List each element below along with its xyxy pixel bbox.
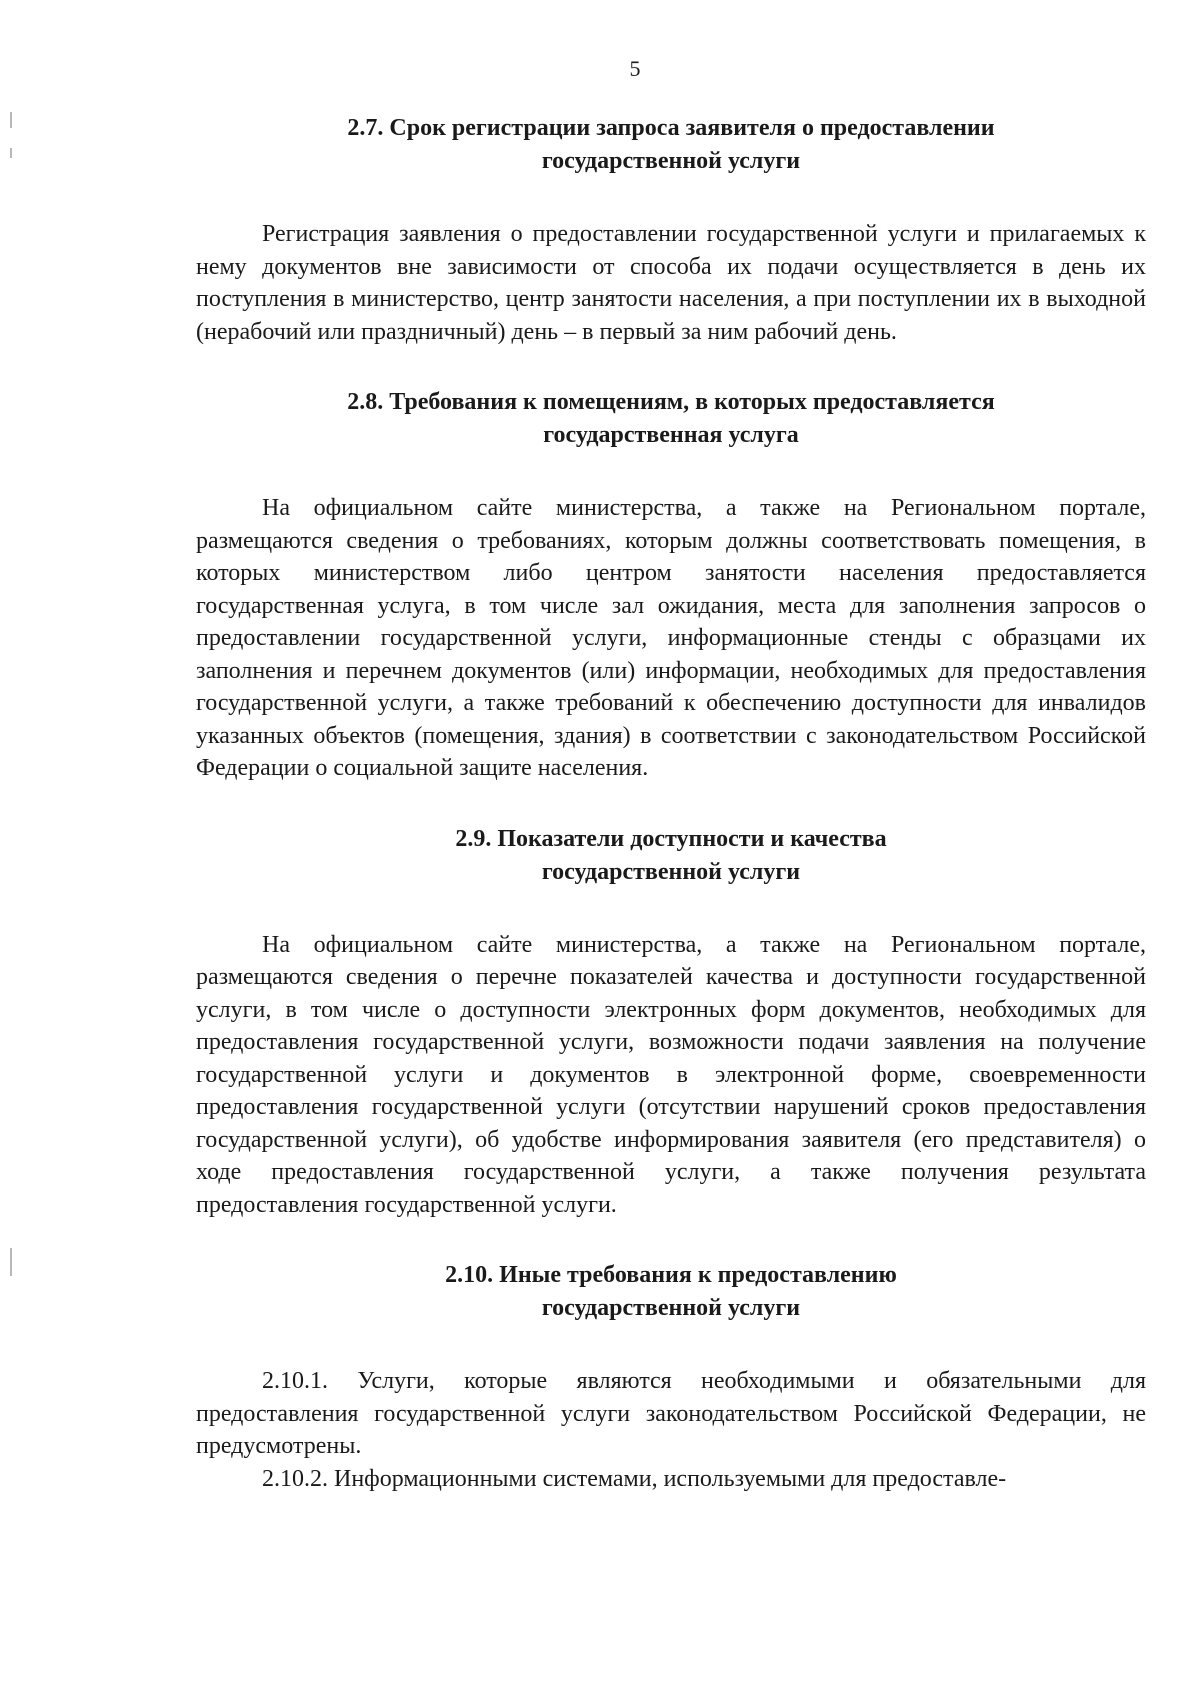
heading-line: государственная услуга	[543, 422, 799, 448]
heading-line: 2.8. Требования к помещениям, в которых предоставляется	[347, 389, 995, 415]
section-heading	[196, 1259, 1146, 1325]
page-number: 5	[629, 56, 641, 81]
paragraph: Регистрация заявления о предоставлении государственной услуги и прилагаемых к нему документов вне зависимости от способа их подачи осуществляется в день их поступления в министерство, центр занятости населения, а при поступлении их в выходной (нерабочий или праздничный) день – в первый за ним рабочий день.	[196, 221, 1146, 345]
section-heading	[196, 823, 1146, 889]
paragraph: 2.10.1. Услуги, которые являются необходимыми и обязательными для предоставления государственной услуги законодательством Российской Федерации, не предусмотрены.	[196, 1368, 1146, 1459]
section-heading	[196, 386, 1146, 452]
heading-line: 2.10. Иные требования к предоставлению	[445, 1262, 897, 1288]
paragraph: 2.10.2. Информационными системами, используемыми для предоставле-	[262, 1465, 1007, 1492]
heading-line: государственной услуги	[541, 858, 801, 885]
heading-line: 2.7. Срок регистрации запроса заявителя о предоставлении	[347, 115, 995, 141]
scan-margin-mark	[10, 148, 12, 158]
heading-line: государственной услуги	[541, 1295, 801, 1321]
paragraph: На официальном сайте министерства, а также на Региональном портале, размещаются сведения о требованиях, которым должны соответствовать помещения, в которых министерством либо центром занятости населения предоставляется государственная услуга, в том числе зал ожидания, места для заполнения запросов о предоставлении государственной услуги, информационные стенды с образцами их заполнения и перечнем документов (или) информации, необходимых для предоставления государственной услуги, а также требований к обеспечению доступности для инвалидов указанных объектов (помещения, здания) в соответствии с законодательством Российской Федерации о социальной защите населения.	[196, 495, 1146, 781]
heading-line: государственной услуги	[541, 148, 801, 174]
heading-line: 2.9. Показатели доступности и качества	[455, 825, 887, 852]
document-body	[196, 112, 1146, 1495]
section-heading	[196, 112, 1146, 178]
paragraph: На официальном сайте министерства, а также на Региональном портале, размещаются сведения о перечне показателей качества и доступности государственной услуги, в том числе о доступности электронных форм документов, необходимых для предоставления государственной услуги, возможности подачи заявления на получение государственной услуги и документов в электронной форме, своевременности предоставления государственной услуги (отсутствии нарушений сроков предоставления государственной услуги), об удобстве информирования заявителя (его представителя) о ходе предоставления государственной услуги, а также получения результата предоставления государственной услуги.	[196, 931, 1146, 1218]
scan-margin-mark	[10, 1248, 12, 1276]
scan-margin-mark	[10, 112, 12, 128]
